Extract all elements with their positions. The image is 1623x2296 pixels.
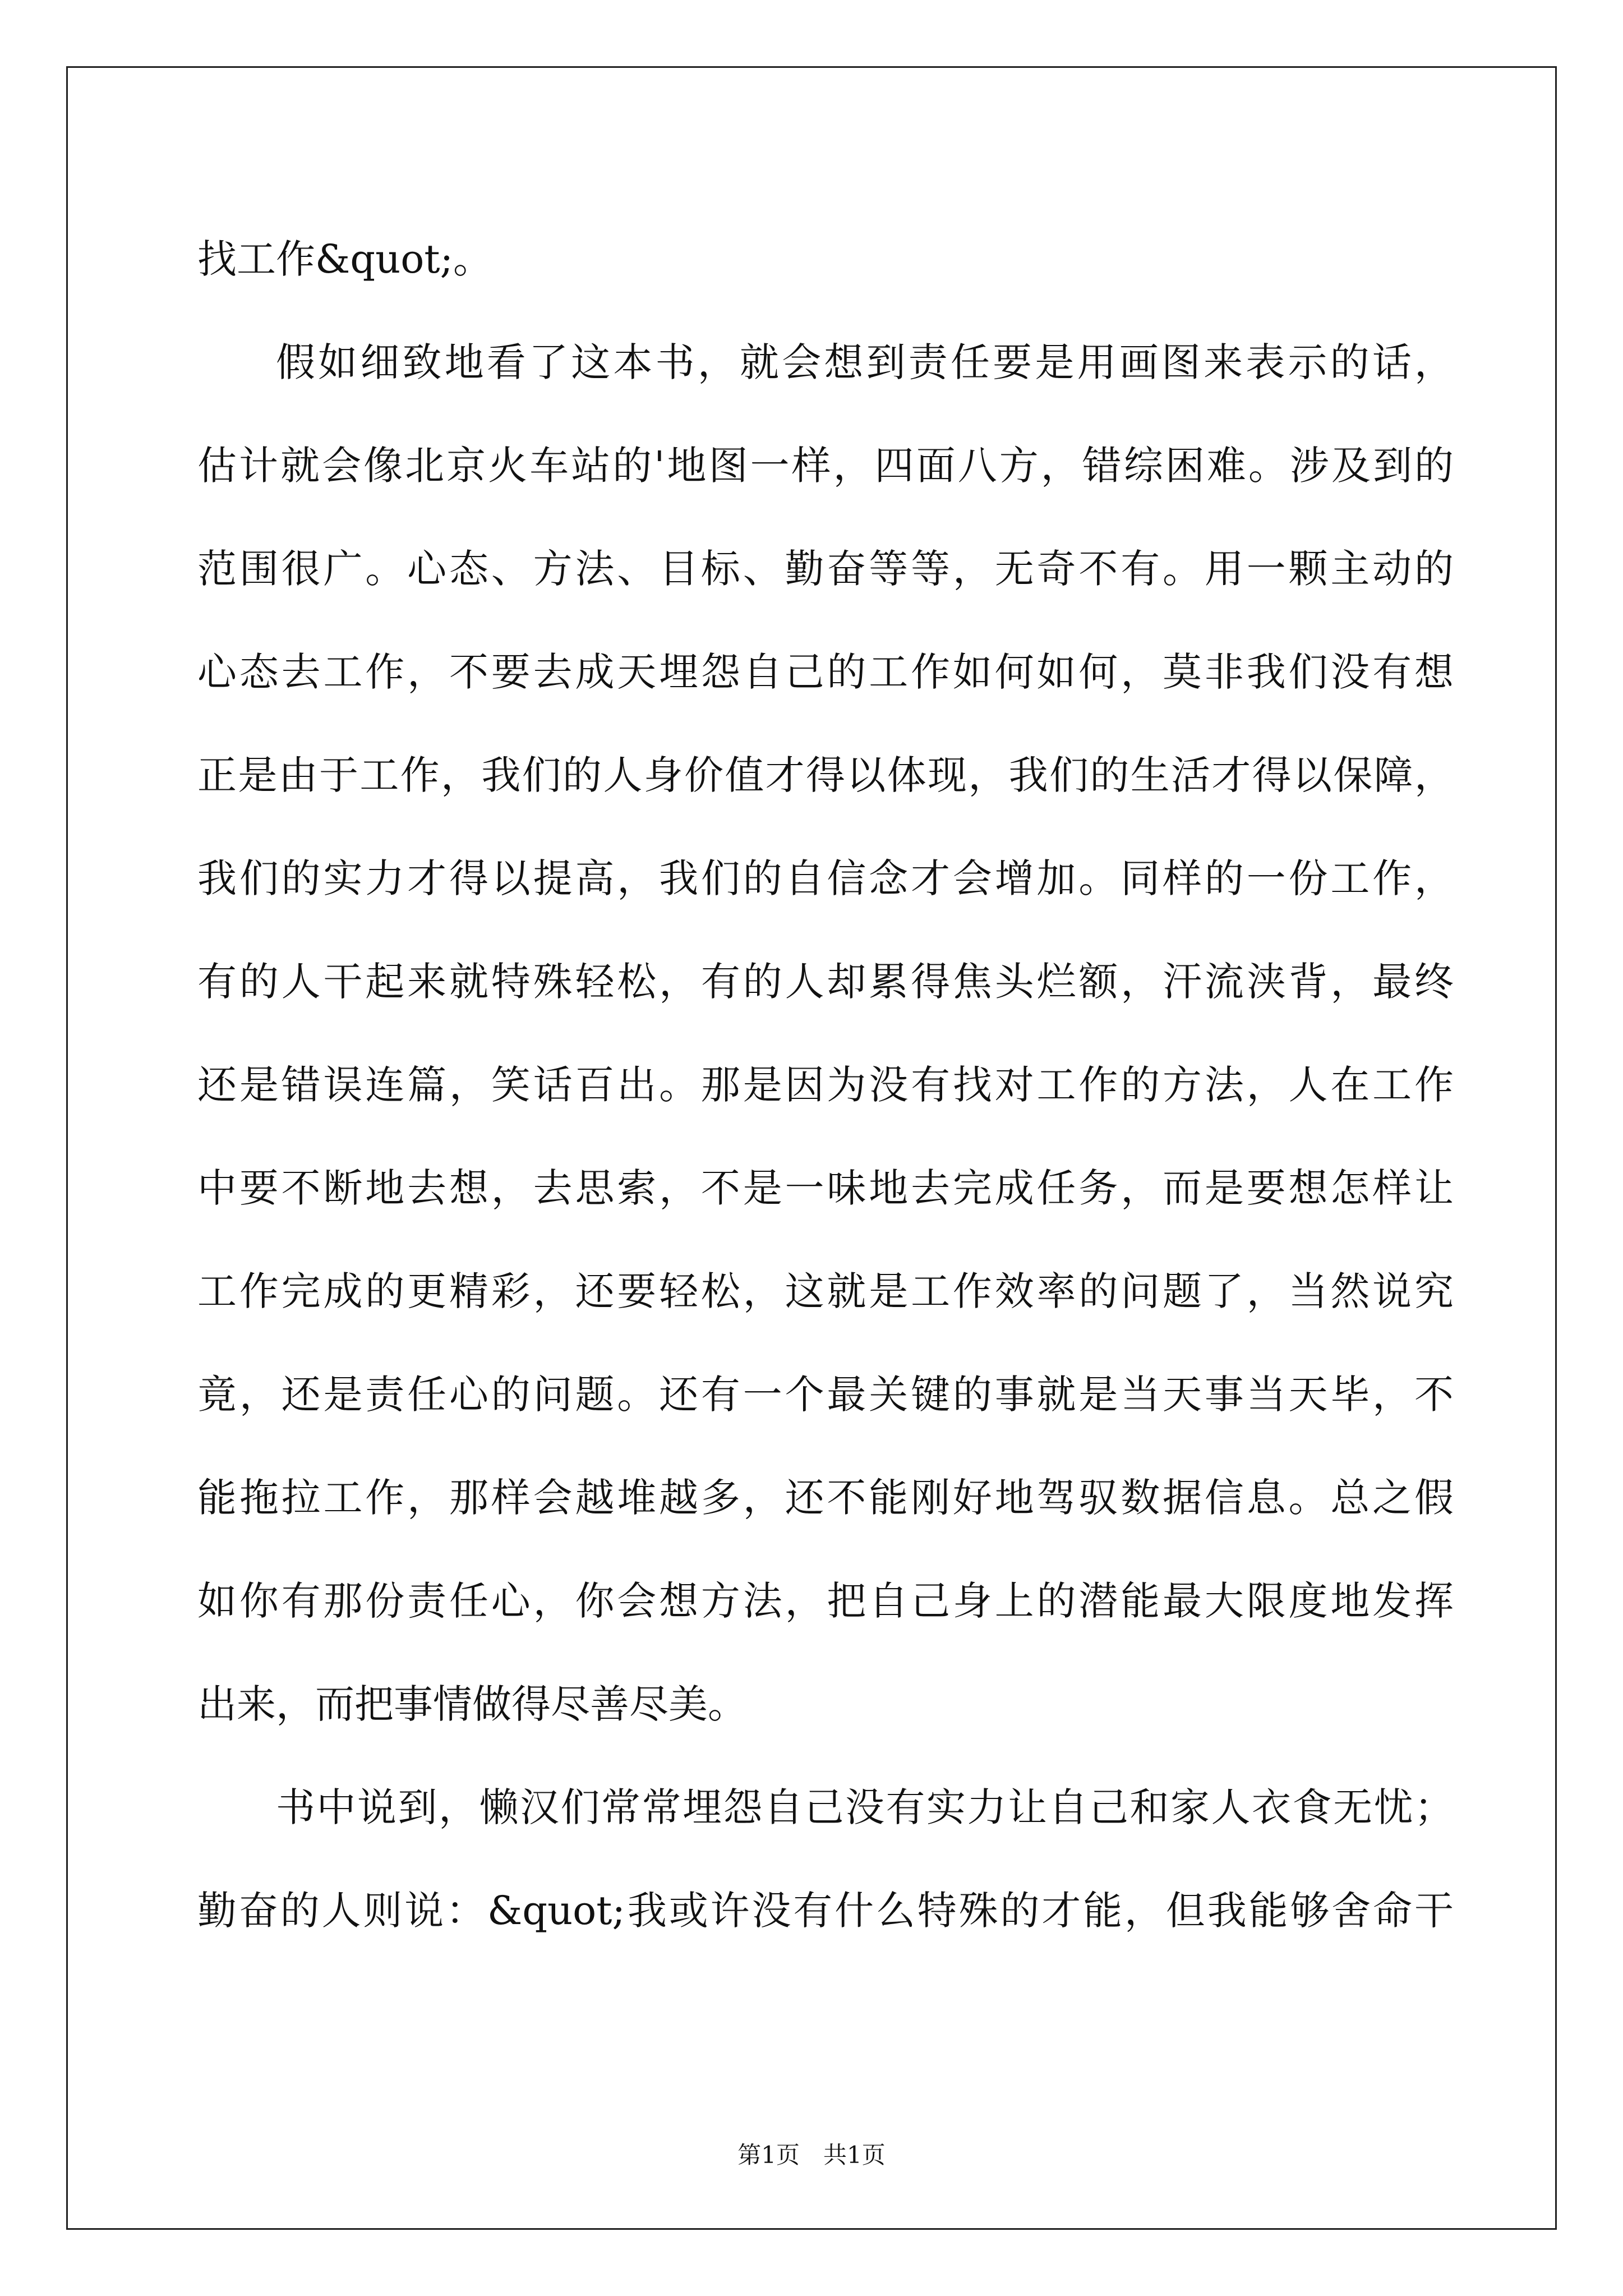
text-line: 竟，还是责任心的问题。还有一个最关键的事就是当天事当天毕，不 (197, 1372, 1454, 1418)
text-line: 中要不断地去想，去思索，不是一味地去完成任务，而是要想怎样让 (197, 1165, 1454, 1211)
text-line: 出来，而把事情做得尽善尽美。 (197, 1681, 747, 1727)
text-line: 书中说到，懒汉们常常埋怨自己没有实力让自己和家人衣食无忧； (276, 1784, 1454, 1830)
text-line: 估计就会像北京火车站的'地图一样，四面八方，错综困难。涉及到的 (197, 443, 1454, 489)
text-line: 能拖拉工作，那样会越堆越多，还不能刚好地驾驭数据信息。总之假 (197, 1475, 1454, 1521)
text-line: 有的人干起来就特殊轻松，有的人却累得焦头烂额，汗流浃背，最终 (197, 959, 1454, 1005)
text-line: 我们的实力才得以提高，我们的自信念才会增加。同样的一份工作， (197, 855, 1454, 901)
text-line: 范围很广。心态、方法、目标、勤奋等等，无奇不有。用一颗主动的 (197, 546, 1454, 592)
text-line: 假如细致地看了这本书，就会想到责任要是用画图来表示的话， (276, 339, 1454, 385)
text-line: 找工作&quot;。 (197, 236, 493, 282)
text-line: 心态去工作，不要去成天埋怨自己的工作如何如何，莫非我们没有想 (197, 649, 1454, 695)
text-line: 勤奋的人则说：&quot;我或许没有什么特殊的才能，但我能够舍命干 (197, 1888, 1454, 1934)
text-line: 正是由于工作，我们的人身价值才得以体现，我们的生活才得以保障， (197, 752, 1454, 798)
text-line: 如你有那份责任心，你会想方法，把自己身上的潜能最大限度地发挥 (197, 1578, 1454, 1624)
document-body (197, 208, 1454, 1962)
text-line: 工作完成的更精彩，还要轻松，这就是工作效率的问题了，当然说究 (197, 1268, 1454, 1314)
text-line: 还是错误连篇，笑话百出。那是因为没有找对工作的方法，人在工作 (197, 1062, 1454, 1108)
page-number-footer: 第1页 共1页 (737, 2141, 886, 2169)
